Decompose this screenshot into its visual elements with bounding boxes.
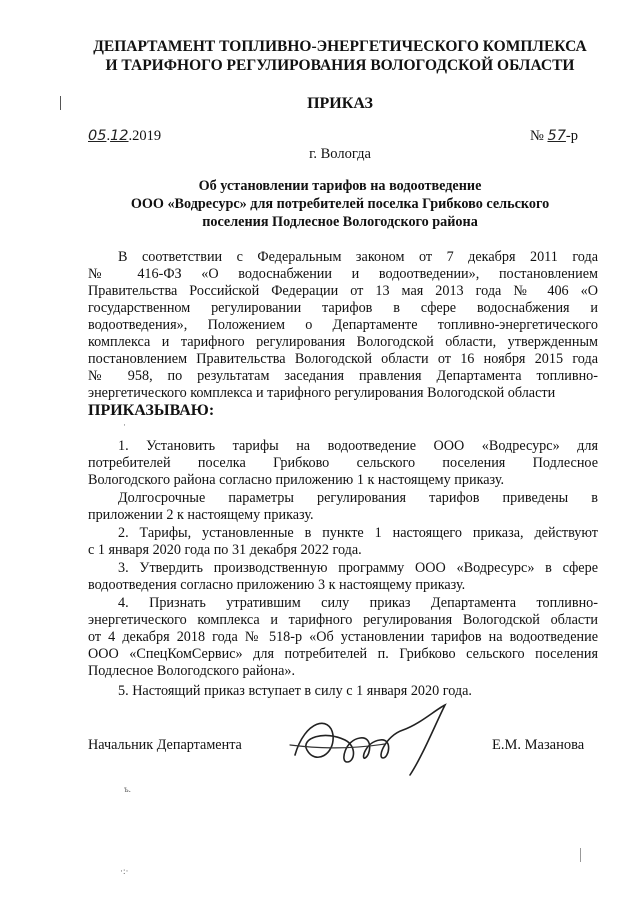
date-month: 12 [110,128,129,144]
item-line: Вологодского района согласно приложению 1 к настоящему приказу. [88,472,505,488]
item-line: от 4 декабря 2018 года № 518-р «Об установлении тарифов на водоотведение [88,629,598,645]
scan-mark: ъ. [124,784,131,794]
preamble-line: энергетического комплекса и тарифного регулирования Вологодской области [88,385,556,401]
item-line: с 1 января 2020 года по 31 декабря 2022 года. [88,542,362,558]
item-line: 4. Признать утратившим силу приказ Департамента топливно- [118,595,598,611]
preamble-line: комплекса и тарифного регулирования Вологодской области, утвержденным [88,334,598,350]
date-day: 05 [88,128,107,144]
item-line: потребителей поселка Грибково сельского поселения Подлесное [88,455,598,471]
city: г. Вологда [309,146,371,162]
item-line: 1. Установить тарифы на водоотведение ООО «Водресурс» для [118,438,598,454]
item-line: Долгосрочные параметры регулирования тарифов приведены в [118,490,598,506]
preamble-line: В соответствии с Федеральным законом от 7 декабря 2011 года [118,249,598,265]
number-value: 57 [547,128,566,144]
scan-mark: · [123,420,126,430]
preamble-line: постановлением Правительства Вологодской области от 16 ноября 2015 года [88,351,598,367]
preamble-line: Правительства Российской Федерации от 13 мая 2013 года № 406 «О [88,283,598,299]
item-line: энергетического комплекса и тарифного регулирования Вологодской области [88,612,598,628]
item-line: приложении 2 к настоящему приказу. [88,507,314,523]
date-year: .2019 [128,128,162,144]
order-date: 05.12.2019 [88,128,162,144]
item-line: водоотведения согласно приложению 3 к настоящему приказу. [88,577,466,593]
order-number: № 57-р [530,128,579,144]
item-line: Подлесное Вологодского района». [88,663,296,679]
title-line3: поселения Подлесное Вологодского района [202,214,478,230]
department-name-line2: И ТАРИФНОГО РЕГУЛИРОВАНИЯ ВОЛОГОДСКОЙ ОБЛАСТИ [105,57,575,74]
document-type: ПРИКАЗ [307,95,373,112]
item-line: 2. Тарифы, установленные в пункте 1 настоящего приказа, действуют [118,525,598,541]
item-line: 3. Утвердить производственную программу ООО «Водресурс» в сфере [118,560,598,576]
item-line: ООО «СпецКомСервис» для потребителей п. Грибково сельского поселения [88,646,598,662]
title-line1: Об установлении тарифов на водоотведение [198,178,482,194]
margin-mark [580,848,581,862]
signatory-name: Е.М. Мазанова [492,737,585,753]
handwritten-signature [285,700,475,780]
preamble-line: № 416-ФЗ «О водоснабжении и водоотведении», постановлением [88,266,598,282]
signatory-position: Начальник Департамента [88,737,242,753]
item-line: 5. Настоящий приказ вступает в силу с 1 января 2020 года. [118,683,472,699]
title-line2: ООО «Водресурс» для потребителей поселка Грибково сельского [130,196,550,212]
scan-mark: ·:· [120,866,129,876]
preamble-line: водоотведения», Положением о Департаменте топливно-энергетического [88,317,598,333]
preamble-line: № 958, по результатам заседания правления Департамента топливно- [88,368,598,384]
preamble-line: государственном регулировании тарифов в сфере водоснабжения и [88,300,598,316]
margin-mark [60,96,61,110]
order-word: ПРИКАЗЫВАЮ: [88,402,215,419]
department-name-line1: ДЕПАРТАМЕНТ ТОПЛИВНО-ЭНЕРГЕТИЧЕСКОГО КОМПЛЕКСА [93,38,587,55]
